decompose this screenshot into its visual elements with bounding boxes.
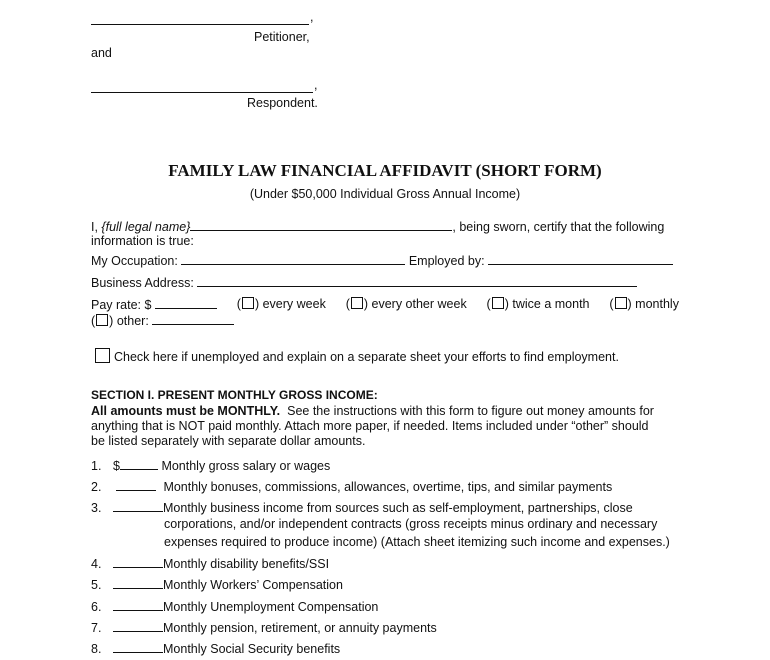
every-other-week-label: every other week xyxy=(371,297,467,311)
income-item-7: 7. Monthly pension, retirement, or annuity payments xyxy=(91,621,437,635)
and-label: and xyxy=(91,46,112,60)
form-title: FAMILY LAW FINANCIAL AFFIDAVIT (SHORT FORM) xyxy=(168,161,602,180)
bonuses-amount-field[interactable] xyxy=(116,479,156,491)
every-other-week-checkbox[interactable] xyxy=(351,297,363,309)
pension-amount-field[interactable] xyxy=(113,620,163,632)
pay-rate-other-row: ( ) other: xyxy=(91,313,234,328)
every-week-label: every week xyxy=(262,297,326,311)
respondent-name-line[interactable] xyxy=(91,80,313,93)
monthly-checkbox[interactable] xyxy=(615,297,627,309)
unemployment-amount-field[interactable] xyxy=(113,599,163,611)
caption-comma: , xyxy=(310,10,314,24)
twice-a-month-label: twice a month xyxy=(512,297,590,311)
other-pay-field[interactable] xyxy=(152,313,234,325)
income-item-3-cont-1: corporations, and/or independent contracts (gross receipts minus ordinary and necessary xyxy=(164,517,658,531)
oath-prefix: I, xyxy=(91,220,102,234)
form-subtitle: (Under $50,000 Individual Gross Annual Income) xyxy=(249,187,521,201)
section-1-heading: SECTION I. PRESENT MONTHLY GROSS INCOME: xyxy=(91,388,378,402)
occupation-field[interactable] xyxy=(181,253,405,265)
pay-rate-field[interactable] xyxy=(155,297,217,309)
twice-a-month-checkbox[interactable] xyxy=(492,297,504,309)
occupation-row xyxy=(91,253,673,268)
section-1-intro-line-3: be listed separately with separate dollar amounts. xyxy=(91,434,366,448)
employed-by-label: Employed by: xyxy=(408,254,485,268)
income-item-2: 2. Monthly bonuses, commissions, allowances, overtime, tips, and similar payments xyxy=(91,480,613,494)
caption-comma-2: , xyxy=(314,78,318,92)
name-hint: {full legal name} xyxy=(101,220,191,234)
section-1-intro xyxy=(91,404,654,418)
oath-line xyxy=(91,219,664,234)
occupation-label: My Occupation: xyxy=(91,254,178,268)
business-address-field[interactable] xyxy=(197,275,637,287)
petitioner-label: Petitioner, xyxy=(254,30,310,44)
disability-amount-field[interactable] xyxy=(113,556,163,568)
petitioner-name-line[interactable] xyxy=(91,12,309,25)
income-item-1: 1. $ Monthly gross salary or wages xyxy=(91,459,331,473)
other-label: other: xyxy=(116,314,149,328)
salary-amount-field[interactable] xyxy=(120,458,158,470)
section-1-intro-rest: See the instructions with this form to figure out money amounts for xyxy=(287,404,654,418)
pay-rate-label: Pay rate: $ xyxy=(91,298,152,312)
income-item-8: 8. Monthly Social Security benefits xyxy=(91,642,341,656)
workers-comp-amount-field[interactable] xyxy=(113,577,163,589)
section-1-intro-bold: All amounts must be MONTHLY. xyxy=(91,404,281,418)
unemployed-label: Check here if unemployed and explain on a separate sheet your efforts to find employment. xyxy=(114,350,619,364)
pay-rate-row: Pay rate: $ ( ) every week ( ) every other week ( ) twice a month ( ) monthly xyxy=(91,297,679,312)
respondent-label: Respondent. xyxy=(247,96,318,110)
income-item-3: 3. Monthly business income from sources such as self-employment, partnerships, close xyxy=(91,501,633,515)
full-legal-name-field[interactable] xyxy=(190,219,452,231)
business-income-amount-field[interactable] xyxy=(113,500,163,512)
employer-field[interactable] xyxy=(488,253,673,265)
section-1-intro-line-2: anything that is NOT paid monthly. Attach more paper, if needed. Items included under “other” should xyxy=(91,419,649,433)
monthly-label: monthly xyxy=(635,297,679,311)
income-item-3-cont-2: expenses required to produce income) (Attach sheet itemizing such income and expenses.) xyxy=(164,535,670,549)
business-address-row xyxy=(91,275,637,290)
every-week-checkbox[interactable] xyxy=(242,297,254,309)
income-item-6: 6. Monthly Unemployment Compensation xyxy=(91,600,379,614)
oath-suffix: , being sworn, certify that the following xyxy=(452,220,665,234)
other-pay-checkbox[interactable] xyxy=(96,314,108,326)
income-item-5: 5. Monthly Workers’ Compensation xyxy=(91,578,343,592)
business-address-label: Business Address: xyxy=(91,276,194,290)
social-security-amount-field[interactable] xyxy=(113,641,163,653)
oath-line-2: information is true: xyxy=(91,234,194,248)
income-item-4: 4. Monthly disability benefits/SSI xyxy=(91,557,330,571)
unemployed-checkbox[interactable] xyxy=(95,348,110,363)
